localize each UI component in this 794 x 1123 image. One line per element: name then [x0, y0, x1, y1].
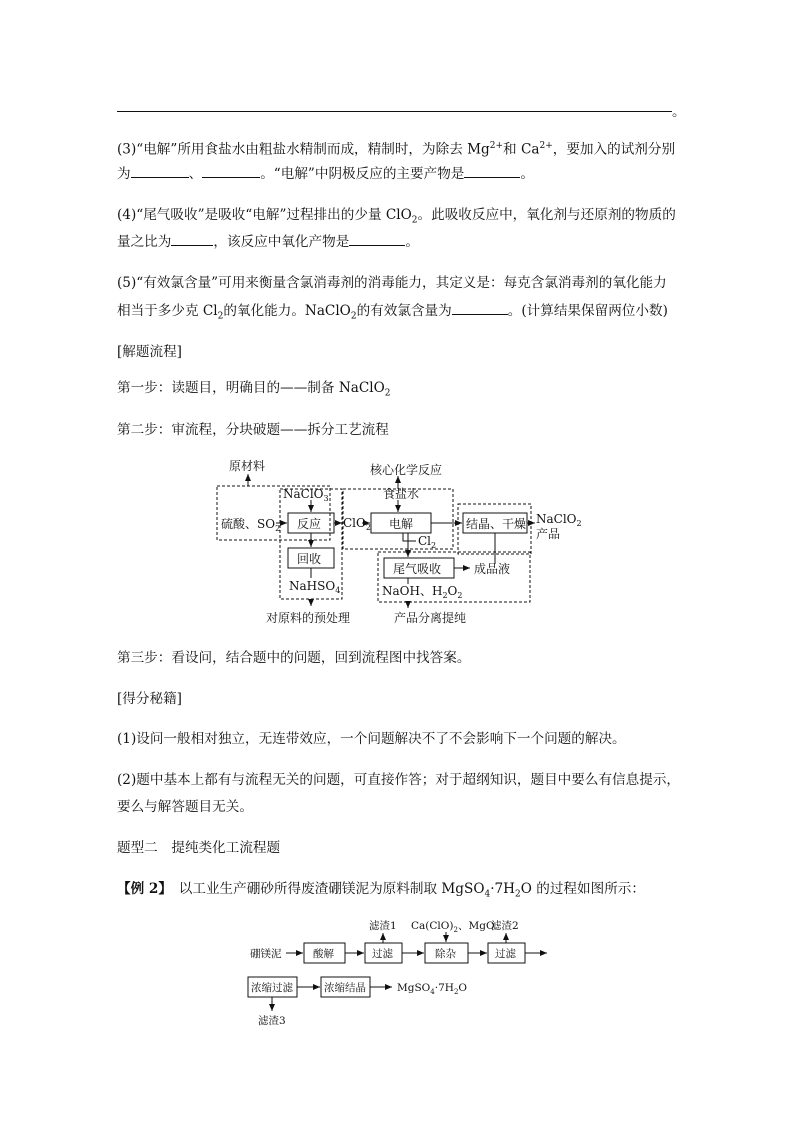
blank-ratio[interactable] [171, 232, 213, 246]
process-heading: [解题流程] [117, 344, 182, 360]
box-electrolysis: 电解 [389, 517, 414, 531]
label-residue-3: 滤渣3 [258, 1015, 286, 1027]
label-core-reaction: 核心化学反应 [370, 463, 443, 477]
label-nahso4: NaHSO$_4$ [289, 579, 341, 595]
box-reaction: 反应 [297, 517, 322, 531]
box-conc-crystal: 浓缩结晶 [324, 982, 366, 994]
blank-effective-chlorine[interactable] [452, 301, 508, 315]
label-product-formula: NaClO$_2$ [536, 512, 582, 528]
answer-blank-line [117, 111, 672, 112]
box-crystal-dry: 结晶、干燥 [466, 517, 527, 531]
label-naclo3: NaClO$_3$ [283, 487, 329, 503]
label-residue-2: 滤渣2 [491, 920, 519, 932]
box-conc-filter: 浓缩过滤 [251, 982, 293, 994]
tips-heading: [得分秘籍] [117, 691, 182, 707]
box-filter-1: 过滤 [372, 948, 393, 960]
question-3-line-2: 为 、 。“电解”中阴极反应的主要产物是 。 [117, 166, 534, 182]
end-period: 。 [672, 104, 686, 120]
tip-2-line-1: (2)题中基本上都有与流程无关的问题，可直接作答；对于超纲知识，题目中要么有信息提示， [117, 772, 681, 788]
label-raw-material: 原材料 [229, 459, 266, 473]
tip-2-line-2: 要么与解答题目无关。 [117, 799, 253, 815]
label-clo2: ClO$_2$ [343, 516, 371, 532]
label-cl2: $Cl_2$ [418, 534, 437, 550]
box-filter-2: 过滤 [495, 948, 516, 960]
label-reagents: $Ca(ClO)_2$、MgO [411, 920, 495, 934]
box-acid: 酸解 [313, 948, 334, 960]
label-product: $MgSO_4\cdot 7H_2O$ [397, 982, 468, 996]
label-product: 产品 [536, 527, 561, 541]
type2-heading: 题型二 提纯类化工流程题 [117, 840, 281, 856]
step-2: 第二步：审流程，分块破题——拆分工艺流程 [117, 422, 389, 438]
step-3: 第三步：看设问，结合题中的问题，回到流程图中找答案。 [117, 650, 471, 666]
purification-flow-diagram [0, 910, 794, 1030]
box-impurity: 除杂 [435, 948, 456, 960]
question-5-line-2: 相当于多少克 $Cl_2$的氧化能力。NaClO$_2$的有效氯含量为 。(计算结果保留两位小数) [117, 303, 668, 322]
label-separate: 产品分离提纯 [394, 611, 467, 625]
blank-cathode-product[interactable] [464, 164, 520, 178]
blank-oxidation-product[interactable] [349, 232, 405, 246]
label-mud: 硼镁泥 [250, 948, 282, 960]
tip-1: (1)设问一般相对独立，无连带效应，一个问题解决不了不会影响下一个问题的解决。 [117, 731, 626, 747]
label-naoh-h2o2: NaOH、$H_2O_2$ [382, 584, 463, 600]
label-acid-so2: 硫酸、$SO_2$ [221, 517, 281, 533]
question-4-line-1: (4)“尾气吸收”是吸收“电解”过程排出的少量 ClO$_2$。此吸收反应中，氧化剂与还原剂的物质的 [117, 207, 676, 226]
box-recycle: 回收 [297, 552, 322, 566]
label-product-liquid: 成品液 [474, 562, 511, 576]
question-3-line-1: (3)“电解”所用食盐水由粗盐水精制而成，精制时，为除去 $Mg^{2+}$和 $Ca^{2+}$，要加入的试剂分别 [117, 141, 676, 158]
box-tail-gas: 尾气吸收 [393, 562, 442, 576]
blank-reagent-1[interactable] [131, 164, 189, 178]
label-pretreat: 对原料的预处理 [266, 611, 351, 625]
label-brine: 食盐水 [383, 487, 420, 501]
example-2: 【例 2】 以工业生产硼砂所得废渣硼镁泥为原料制取 $MgSO_4\cdot 7H_2O$ 的过程如图所示： [117, 881, 645, 900]
label-residue-1: 滤渣1 [369, 920, 397, 932]
question-5-line-1: (5)“有效氯含量”可用来衡量含氯消毒剂的消毒能力，其定义是：每克含氯消毒剂的氧化能力 [117, 275, 667, 291]
question-4-line-2: 量之比为 ，该反应中氧化产物是 。 [117, 234, 419, 250]
blank-reagent-2[interactable] [202, 164, 260, 178]
step-1: 第一步：读题目，明确目的——制备 NaClO$_2$ [117, 380, 391, 399]
process-flow-diagram [0, 455, 794, 635]
